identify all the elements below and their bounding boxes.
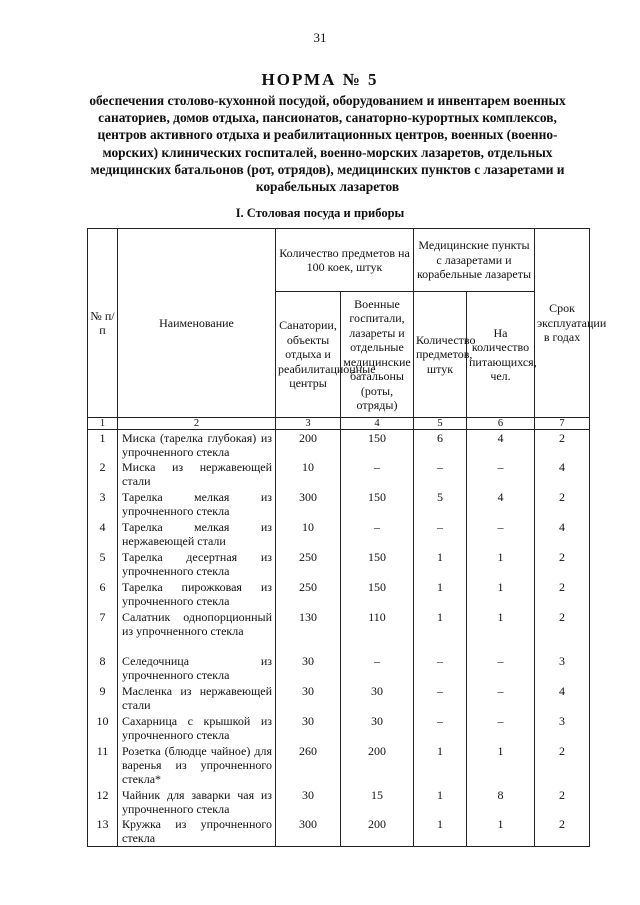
header-qty-group: Количество предметов на 100 коек, штук bbox=[276, 229, 414, 292]
row-name: Миска из нержавеющей стали bbox=[118, 459, 276, 489]
cell-med-count: – bbox=[414, 519, 467, 549]
cell-med-per: 1 bbox=[467, 549, 535, 579]
cell-term: 2 bbox=[535, 816, 590, 846]
cell-sanatoria: 10 bbox=[276, 519, 341, 549]
row-name: Масленка из нержавеющей стали bbox=[118, 683, 276, 713]
page-number: 31 bbox=[313, 30, 327, 45]
cell-med-count: 1 bbox=[414, 816, 467, 846]
cell-term: 2 bbox=[535, 430, 590, 460]
cell-sanatoria: 300 bbox=[276, 816, 341, 846]
cell-sanatoria: 30 bbox=[276, 787, 341, 816]
table-row bbox=[88, 459, 590, 489]
cell-term: 4 bbox=[535, 519, 590, 549]
cell-term: 2 bbox=[535, 609, 590, 653]
cell-sanatoria: 250 bbox=[276, 579, 341, 609]
cell-sanatoria: 300 bbox=[276, 489, 341, 519]
cell-hospitals: – bbox=[341, 653, 414, 683]
cell-med-per: – bbox=[467, 683, 535, 713]
cell-term: 2 bbox=[535, 549, 590, 579]
header-term: Срок эксплуатации в годах bbox=[535, 229, 590, 418]
cell-hospitals: 150 bbox=[341, 489, 414, 519]
section-title: I. Столовая посуда и приборы bbox=[235, 206, 405, 220]
cell-hospitals: 110 bbox=[341, 609, 414, 653]
cell-term: 2 bbox=[535, 489, 590, 519]
cell-med-count: – bbox=[414, 683, 467, 713]
table-row bbox=[88, 683, 590, 713]
row-number: 3 bbox=[88, 489, 118, 519]
cell-term: 3 bbox=[535, 713, 590, 743]
header-name: Наименование bbox=[118, 229, 276, 418]
row-number: 11 bbox=[88, 743, 118, 787]
row-name: Кружка из упрочненного стекла bbox=[118, 816, 276, 846]
header-sanatoria: Санатории, объекты отдыха и реабилитационные центры bbox=[276, 292, 341, 418]
table-row bbox=[88, 713, 590, 743]
table-row bbox=[88, 743, 590, 787]
header-med-group: Медицинские пункты с лазаретами и корабельные лазареты bbox=[414, 229, 535, 292]
row-number: 9 bbox=[88, 683, 118, 713]
cell-med-count: 1 bbox=[414, 579, 467, 609]
column-number: 4 bbox=[341, 418, 414, 430]
cell-hospitals: 150 bbox=[341, 430, 414, 460]
column-number: 7 bbox=[535, 418, 590, 430]
cell-term: 4 bbox=[535, 459, 590, 489]
header-med-per: На количество питающихся, чел. bbox=[467, 292, 535, 418]
column-number: 5 bbox=[414, 418, 467, 430]
cell-med-per: – bbox=[467, 653, 535, 683]
cell-hospitals: – bbox=[341, 519, 414, 549]
row-number: 6 bbox=[88, 579, 118, 609]
column-number: 3 bbox=[276, 418, 341, 430]
row-number: 10 bbox=[88, 713, 118, 743]
header-med-count: Количество предметов, штук bbox=[414, 292, 467, 418]
cell-hospitals: 200 bbox=[341, 816, 414, 846]
cell-med-per: 8 bbox=[467, 787, 535, 816]
cell-hospitals: 200 bbox=[341, 743, 414, 787]
row-name: Тарелка мелкая из упрочненного стекла bbox=[118, 489, 276, 519]
row-name: Селедочница из упрочненного стекла bbox=[118, 653, 276, 683]
row-name: Салатник однопорционный из упрочненного стекла bbox=[118, 609, 276, 653]
cell-med-per: 4 bbox=[467, 430, 535, 460]
row-name: Миска (тарелка глубокая) из упрочненного стекла bbox=[118, 430, 276, 460]
cell-hospitals: 30 bbox=[341, 713, 414, 743]
table-row bbox=[88, 653, 590, 683]
cell-med-per: 4 bbox=[467, 489, 535, 519]
cell-med-per: 1 bbox=[467, 743, 535, 787]
norms-table bbox=[87, 228, 607, 847]
cell-hospitals: 30 bbox=[341, 683, 414, 713]
cell-sanatoria: 130 bbox=[276, 609, 341, 653]
cell-med-count: 1 bbox=[414, 609, 467, 653]
cell-med-per: 1 bbox=[467, 579, 535, 609]
cell-med-count: – bbox=[414, 713, 467, 743]
row-name: Тарелка десертная из упрочненного стекла bbox=[118, 549, 276, 579]
table-row bbox=[88, 579, 590, 609]
row-number: 13 bbox=[88, 816, 118, 846]
column-number: 6 bbox=[467, 418, 535, 430]
cell-term: 3 bbox=[535, 653, 590, 683]
cell-hospitals: 150 bbox=[341, 579, 414, 609]
cell-med-count: 1 bbox=[414, 743, 467, 787]
cell-med-per: – bbox=[467, 519, 535, 549]
document-subtitle: обеспечения столово-кухонной посудой, оборудованием и инвентарем военных санаториев, домов отдыха, пансионатов, санаторно-курортных комплексов, центров активного отдыха и реабилитационных центров, военных (военно-морских) клинических госпиталей, военно-морских лазаретов, отдельных медицинских батальонов (рот, отрядов), медицинских пунктов с лазаретами и корабельных лазаретов bbox=[89, 93, 566, 195]
cell-sanatoria: 30 bbox=[276, 653, 341, 683]
header-hospitals: Военные госпитали, лазареты и отдельные медицинские батальоны (роты, отряды) bbox=[341, 292, 414, 418]
row-number: 12 bbox=[88, 787, 118, 816]
table-body bbox=[88, 430, 590, 847]
table-row bbox=[88, 787, 590, 816]
cell-med-per: – bbox=[467, 459, 535, 489]
cell-hospitals: – bbox=[341, 459, 414, 489]
row-name: Тарелка мелкая из нержавеющей стали bbox=[118, 519, 276, 549]
row-number: 4 bbox=[88, 519, 118, 549]
cell-term: 2 bbox=[535, 743, 590, 787]
row-name: Чайник для заварки чая из упрочненного стекла bbox=[118, 787, 276, 816]
cell-sanatoria: 10 bbox=[276, 459, 341, 489]
cell-hospitals: 150 bbox=[341, 549, 414, 579]
cell-hospitals: 15 bbox=[341, 787, 414, 816]
cell-sanatoria: 200 bbox=[276, 430, 341, 460]
cell-med-per: 1 bbox=[467, 816, 535, 846]
row-number: 5 bbox=[88, 549, 118, 579]
row-name: Тарелка пирожковая из упрочненного стекла bbox=[118, 579, 276, 609]
cell-med-count: – bbox=[414, 459, 467, 489]
row-number: 2 bbox=[88, 459, 118, 489]
table-row bbox=[88, 816, 590, 846]
cell-med-count: 5 bbox=[414, 489, 467, 519]
cell-sanatoria: 260 bbox=[276, 743, 341, 787]
table-row bbox=[88, 549, 590, 579]
column-number: 1 bbox=[88, 418, 118, 430]
cell-med-count: 1 bbox=[414, 549, 467, 579]
table-row bbox=[88, 609, 590, 653]
header-num: № п/п bbox=[88, 229, 118, 418]
cell-term: 2 bbox=[535, 579, 590, 609]
cell-med-per: 1 bbox=[467, 609, 535, 653]
row-number: 1 bbox=[88, 430, 118, 460]
row-number: 8 bbox=[88, 653, 118, 683]
cell-sanatoria: 250 bbox=[276, 549, 341, 579]
column-number: 2 bbox=[118, 418, 276, 430]
document-title: НОРМА № 5 bbox=[261, 70, 379, 89]
cell-med-count: 6 bbox=[414, 430, 467, 460]
cell-sanatoria: 30 bbox=[276, 683, 341, 713]
table-row bbox=[88, 430, 590, 460]
cell-med-count: – bbox=[414, 653, 467, 683]
cell-med-count: 1 bbox=[414, 787, 467, 816]
cell-term: 2 bbox=[535, 787, 590, 816]
table-row bbox=[88, 519, 590, 549]
table-row bbox=[88, 489, 590, 519]
row-name: Сахарница с крышкой из упрочненного стекла bbox=[118, 713, 276, 743]
cell-term: 4 bbox=[535, 683, 590, 713]
row-name: Розетка (блюдце чайное) для варенья из упрочненного стекла* bbox=[118, 743, 276, 787]
cell-sanatoria: 30 bbox=[276, 713, 341, 743]
cell-med-per: – bbox=[467, 713, 535, 743]
row-number: 7 bbox=[88, 609, 118, 653]
